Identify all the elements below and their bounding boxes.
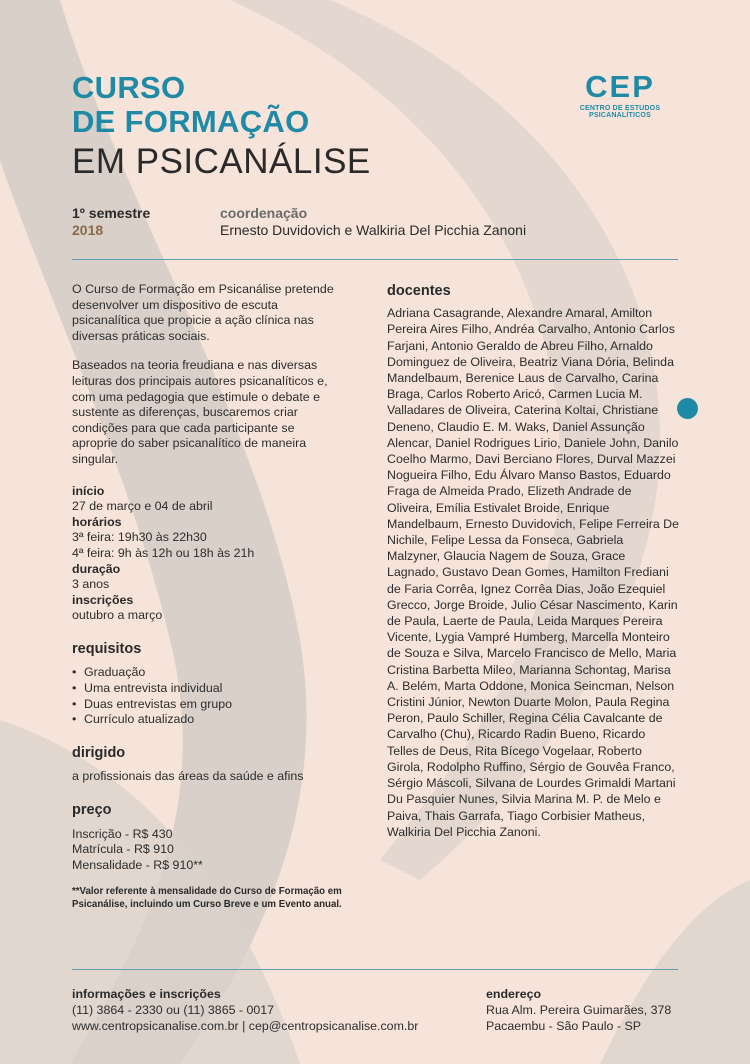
info-heading: informações e inscrições [72,987,221,1001]
hours-value-1: 3ª feira: 19h30 às 22h30 [72,530,207,545]
faculty-heading: docentes [387,283,451,299]
logo-mark: CEP [585,69,655,104]
price-line-2: Matrícula - R$ 910 [72,842,174,857]
price-note: **Valor referente à mensalidade do Curso de Formação em Psicanálise, incluindo um Curso Breve e um Evento anual. [72,886,342,911]
top-divider [72,259,678,260]
title-line-1: CURSO [72,70,186,105]
contact-block [72,986,418,1034]
coordination-heading: coordenação [220,205,308,221]
enroll-value: outubro a março [72,608,163,623]
title-line-3: EM PSICANÁLISE [72,142,371,181]
cep-logo [560,70,680,119]
faculty-list: Adriana Casagrande, Alexandre Amaral, Amilton Pereira Aires Filho, Andréa Carvalho, Antonio Carlos Farjani, Antonio Geraldo de Abreu Filho, Arnaldo Dominguez de Oliveira, Beatriz Viana Dória, Belinda Mandelbaum, Berenice Laus de Carvalho, Carina Braga, Carlos Roberto Aricó, Carmen Lucia M. Valladares de Oliveira, Caterina Koltai, Christiane Deneno, Claudio E. M. Waks, Daniel Assunção Alencar, Daniel Rodrigues Lirio, Daniele John, Danilo Coelho Marmo, Davi Berciano Flores, Durval Mazzei Nogueira Filho, Edu Álvaro Manso Bastos, Eduardo Fraga de Almeida Prado, Elizeth Andrade de Oliveira, Emília Estivalet Broide, Enrique Mandelbaum, Ernesto Duvidovich, Felipe Ferreira De Nichile, Felipe Lessa da Fonseca, Gabriela Malzyner, Glaucia Nagem de Souza, Grace Lagnado, Gustavo Dean Gomes, Hamilton Frediani de Faria Corrêa, Ignez Corrêa Dias, João Ezequiel Grecco, Jorge Broide, Julio César Nascimento, Karin de Paula, Laerte de Paula, Leida Marques Pereira Vicente, Lygia Vampré Humberg, Marcella Monteiro de Souza e Silva, Marcelo Francisco de Mello, Maria Cristina Barbetta Mileo, Marianna Schontag, Marisa A. Belém, Marta Oddone, Monica Seincman, Nelson Cristini Júnior, Newton Duarte Molon, Paula Regina Peron, Paulo Schiller, Regina Célia Cavalcante de Carvalho (Chu), Ricardo Radin Bueno, Ricardo Telles de Deus, Rita Bícego Vogelaar, Roberto Girola, Rodolpho Ruffino, Sérgio de Gouvêa Franco, Sérgio Máscoli, Silvana de Lourdes Grimaldi Martani Du Pasquier Nunes, Silvia Marina M. P. de Melo e Paiva, Thais Garrafa, Tiago Corbisier Matheus, Walkiria Del Picchia Zanoni. [387,306,679,839]
web-contact-link[interactable]: www.centropsicanalise.com.br | cep@centropsicanalise.com.br [72,1019,419,1033]
address-line-1: Rua Alm. Pereira Guimarães, 378 [486,1003,672,1017]
phone-numbers: (11) 3864 - 2330 ou (11) 3865 - 0017 [72,1003,275,1017]
logo-subtitle: CENTRO DE ESTUDOS PSICANALÍTICOS [579,105,661,119]
semester-year: 2018 [72,222,104,238]
address-block [486,986,671,1034]
list-item: • Duas entrevistas em grupo [72,697,342,713]
decorative-dot [677,398,698,419]
list-item: • Uma entrevista individual [72,681,342,697]
coordination-names: Ernesto Duvidovich e Walkiria Del Picchia Zanoni [220,222,527,238]
hours-label: horários [72,514,122,529]
hours-value-2: 4ª feira: 9h às 12h ou 18h às 21h [72,545,255,560]
semester-block [72,205,150,239]
list-item: • Graduação [72,665,342,681]
audience-text: a profissionais das áreas da saúde e afins [72,769,304,784]
bottom-divider [72,969,678,970]
list-item: • Currículo atualizado [72,712,342,728]
enroll-label: inscrições [72,592,134,607]
coordination-block [220,205,526,239]
requirements-list [72,665,342,727]
left-column [72,282,342,911]
intro-paragraph-1: O Curso de Formação em Psicanálise pretende desenvolver um dispositivo de escuta psicanalítica que propicie a ação clínica nas diversas práticas sociais. [72,282,334,343]
duration-value: 3 anos [72,577,110,592]
intro-paragraph-2: Baseados na teoria freudiana e nas diversas leituras dos principais autores psicanalíticos e, com uma pedagogia que estimule o debate e sustente as diferenças, buscaremos criar condições para que cada participante se aproprie do saber psicanalítico de maneira singular. [72,358,328,466]
audience-heading: dirigido [72,744,126,761]
semester-label: 1º semestre [72,205,151,221]
duration-label: duração [72,561,121,576]
address-heading: endereço [486,987,542,1001]
start-label: início [72,483,105,498]
faculty-column [387,283,679,840]
price-heading: preço [72,802,112,819]
title-line-2: DE FORMAÇÃO [72,104,310,139]
price-line-3: Mensalidade - R$ 910** [72,857,203,872]
start-value: 27 de março e 04 de abril [72,499,213,514]
price-line-1: Inscrição - R$ 430 [72,826,173,841]
requirements-heading: requisitos [72,640,142,657]
address-line-2: Pacaembu - São Paulo - SP [486,1019,641,1033]
schedule-block [72,484,342,624]
